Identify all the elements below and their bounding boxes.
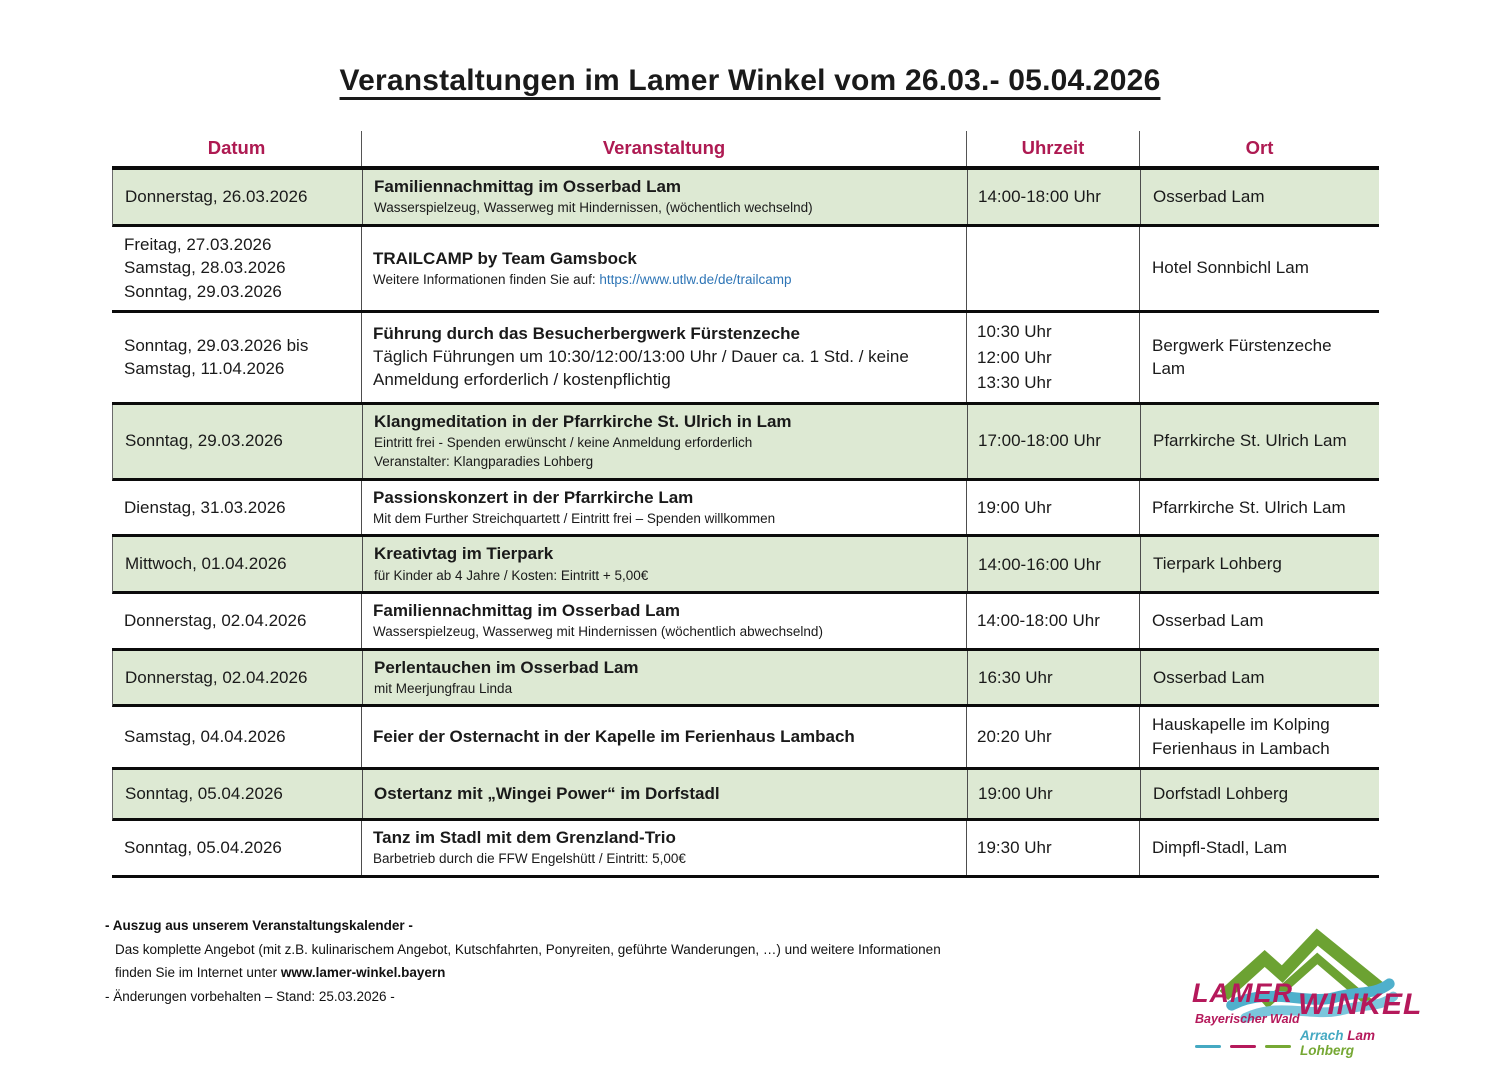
logo-tagline (1300, 1028, 1403, 1058)
date-line: Mittwoch, 01.04.2026 (125, 554, 287, 574)
event-row (112, 537, 1379, 594)
time-line: 12:00 Uhr (977, 347, 1052, 367)
table-header-row (112, 131, 1379, 170)
detail-text: Wasserspielzeug, Wasserweg mit Hindernissen, (wöchentlich wechselnd) (374, 200, 813, 216)
event-title: Familiennachmittag im Osserbad Lam (374, 177, 682, 196)
logo-tagline-lam: Lam (1347, 1028, 1376, 1043)
column-header-veranstaltung: Veranstaltung (362, 131, 967, 166)
event-details (373, 345, 956, 392)
event-details (373, 270, 956, 290)
event-row (112, 821, 1379, 878)
event-cell (362, 707, 967, 767)
location-cell: Bergwerk Fürstenzeche Lam (1152, 335, 1332, 379)
event-cell (363, 405, 968, 478)
external-link[interactable]: https://www.utlw.de/de/trailcamp (599, 271, 792, 287)
time-cell (968, 651, 1141, 705)
time-line: 19:00 Uhr (978, 784, 1053, 804)
event-title: Feier der Osternacht in der Kapelle im Ferienhaus Lambach (373, 727, 855, 747)
date-line: Dienstag, 31.03.2026 (124, 497, 286, 517)
event-row (112, 594, 1379, 651)
time-line: 19:30 Uhr (977, 838, 1052, 858)
event-details (373, 509, 956, 529)
detail-text: Barbetrieb durch die FFW Engelshütt / Eintritt: 5,00€ (373, 851, 686, 867)
time-line: 14:00-16:00 Uhr (978, 554, 1101, 574)
detail-text: Mit dem Further Streichquartett / Eintritt frei – Spenden willkommen (373, 510, 776, 526)
detail-text: Weitere Informationen finden Sie auf: (373, 271, 600, 287)
event-title: TRAILCAMP by Team Gamsbock (373, 248, 637, 268)
date-line: Sonntag, 29.03.2026 (124, 282, 282, 302)
time-cell (967, 313, 1140, 402)
event-cell (362, 821, 967, 875)
logo-dash-green (1265, 1045, 1291, 1049)
footer-line-1: - Auszug aus unserem Veranstaltungskalender - (105, 918, 413, 933)
time-cell (967, 481, 1140, 535)
location-cell: Dorfstadl Lohberg (1153, 784, 1289, 804)
date-cell (113, 405, 363, 478)
date-line: Samstag, 11.04.2026 (124, 359, 285, 379)
location-cell: Pfarrkirche St. Ulrich Lam (1153, 431, 1347, 451)
event-detail-line (374, 433, 957, 453)
date-cell (112, 481, 362, 535)
footer-website: www.lamer-winkel.bayern (280, 965, 446, 981)
event-detail-line (374, 198, 957, 218)
location-cell: Hauskapelle im Kolping Ferienhaus in Lambach (1152, 715, 1330, 759)
time-cell (968, 405, 1141, 478)
time-line: 16:30 Uhr (978, 667, 1053, 687)
event-details (373, 849, 956, 869)
detail-text: Wasserspielzeug, Wasserweg mit Hindernissen (wöchentlich abwechselnd) (373, 624, 823, 640)
table-body (112, 170, 1379, 878)
detail-text: für Kinder ab 4 Jahre / Kosten: Eintritt + 5,00€ (374, 567, 649, 583)
event-title: Kreativtag im Tierpark (374, 544, 554, 564)
detail-text: Veranstalter: Klangparadies Lohberg (374, 454, 594, 470)
date-line: Sonntag, 05.04.2026 (124, 837, 282, 857)
event-cell (362, 594, 967, 648)
date-line: Samstag, 28.03.2026 (124, 258, 286, 278)
event-cell (363, 651, 968, 705)
location-cell: Tierpark Lohberg (1153, 554, 1282, 574)
time-line: 19:00 Uhr (977, 497, 1052, 517)
footer-note (105, 914, 941, 1009)
event-title: Passionskonzert in der Pfarrkirche Lam (373, 487, 694, 507)
lamer-winkel-logo (1188, 926, 1423, 1058)
event-title: Familiennachmittag im Osserbad Lam (373, 601, 681, 621)
event-detail-line (373, 622, 956, 642)
time-line: 10:30 Uhr (977, 322, 1052, 342)
event-row (112, 227, 1379, 313)
date-cell (112, 313, 362, 402)
time-line: 17:00-18:00 Uhr (978, 431, 1101, 451)
date-line: Donnerstag, 02.04.2026 (124, 611, 307, 630)
footer-line-4: - Änderungen vorbehalten – Stand: 25.03.2026 - (105, 988, 395, 1004)
time-cell (968, 170, 1141, 224)
event-cell (363, 537, 968, 591)
event-detail-line (374, 566, 957, 586)
date-line: Freitag, 27.03.2026 (124, 234, 272, 254)
footer-line-3-text: finden Sie im Internet unter (115, 965, 281, 981)
event-title: Ostertanz mit „Wingei Power“ im Dorfstadl (374, 783, 720, 803)
date-cell (113, 770, 363, 818)
event-detail-line (374, 452, 957, 472)
time-cell (967, 821, 1140, 875)
date-cell (112, 707, 362, 767)
event-details (374, 566, 957, 586)
detail-text: Eintritt frei - Spenden erwünscht / keine Anmeldung erforderlich (374, 434, 753, 450)
time-line: 20:20 Uhr (977, 727, 1052, 747)
footer-line-2: Das komplette Angebot (mit z.B. kulinarischem Angebot, Kutschfahrten, Ponyreiten, geführte Wanderungen, …) und weitere Informationen (115, 941, 941, 957)
location-cell: Hotel Sonnbichl Lam (1152, 258, 1309, 278)
event-title: Führung durch das Besucherbergwerk Fürstenzeche (373, 323, 800, 343)
event-row (112, 651, 1379, 708)
event-details (374, 198, 957, 218)
time-cell (967, 594, 1140, 648)
date-cell (113, 170, 363, 224)
event-cell (362, 227, 967, 310)
page-title: Veranstaltungen im Lamer Winkel vom 26.03.- 05.04.2026 (339, 64, 1161, 97)
location-cell: Osserbad Lam (1153, 186, 1265, 206)
date-cell (112, 227, 362, 310)
date-line: Sonntag, 29.03.2026 bis (124, 335, 309, 355)
column-header-ort: Ort (1245, 137, 1274, 158)
date-cell (113, 651, 363, 705)
logo-dash-crimson (1230, 1045, 1256, 1049)
logo-subtitle: Bayerischer Wald (1195, 1012, 1300, 1026)
event-row (112, 481, 1379, 538)
event-row (112, 170, 1379, 227)
date-line: Donnerstag, 26.03.2026 (125, 186, 308, 206)
logo-tagline-lohberg: Lohberg (1300, 1043, 1354, 1058)
event-detail-line (374, 679, 957, 699)
date-line: Sonntag, 29.03.2026 (125, 431, 283, 451)
logo-dashes (1195, 1035, 1300, 1053)
time-line: 14:00-18:00 Uhr (978, 187, 1101, 207)
event-cell (362, 313, 967, 402)
event-row (112, 313, 1379, 405)
event-details (373, 622, 956, 642)
event-detail-line (373, 509, 956, 529)
event-detail-line (373, 849, 956, 869)
date-line: Sonntag, 05.04.2026 (125, 784, 283, 804)
event-title: Tanz im Stadl mit dem Grenzland-Trio (373, 827, 676, 847)
event-row (112, 405, 1379, 481)
date-cell (113, 537, 363, 591)
location-cell: Pfarrkirche St. Ulrich Lam (1152, 497, 1346, 517)
event-cell (363, 770, 968, 818)
time-cell (968, 770, 1141, 818)
time-line: 13:30 Uhr (977, 373, 1052, 393)
time-line: 14:00-18:00 Uhr (977, 611, 1100, 631)
events-table (112, 131, 1379, 878)
event-row (112, 707, 1379, 770)
logo-word-lamer: LAMER (1192, 978, 1293, 1008)
event-detail-line (373, 270, 956, 290)
event-row (112, 770, 1379, 821)
date-line: Donnerstag, 02.04.2026 (125, 667, 308, 687)
location-cell: Osserbad Lam (1152, 611, 1264, 630)
detail-text: mit Meerjungfrau Linda (374, 680, 513, 696)
event-title: Klangmeditation in der Pfarrkirche St. Ulrich in Lam (374, 411, 792, 431)
date-line: Samstag, 04.04.2026 (124, 727, 286, 747)
event-details (374, 433, 957, 472)
logo-tagline-arrach: Arrach (1300, 1028, 1344, 1043)
date-cell (112, 594, 362, 648)
event-cell (363, 170, 968, 224)
time-cell (967, 227, 1140, 310)
location-cell: Osserbad Lam (1153, 667, 1265, 687)
logo-dash-teal (1195, 1045, 1221, 1049)
column-header-uhrzeit: Uhrzeit (967, 131, 1140, 166)
time-cell (967, 707, 1140, 767)
event-title: Perlentauchen im Osserbad Lam (374, 657, 639, 677)
date-cell (112, 821, 362, 875)
detail-text: Täglich Führungen um 10:30/12:00/13:00 Uhr / Dauer ca. 1 Std. / keine Anmeldung erforderlich / kostenpflichtig (373, 346, 909, 390)
event-cell (362, 481, 967, 535)
column-header-datum: Datum (112, 131, 362, 166)
time-cell (968, 537, 1141, 591)
footer-line-3 (115, 961, 941, 985)
event-detail-line (373, 345, 956, 392)
location-cell: Dimpfl-Stadl, Lam (1152, 837, 1288, 857)
event-details (374, 679, 957, 699)
logo-word-winkel: WINKEL (1298, 988, 1423, 1021)
